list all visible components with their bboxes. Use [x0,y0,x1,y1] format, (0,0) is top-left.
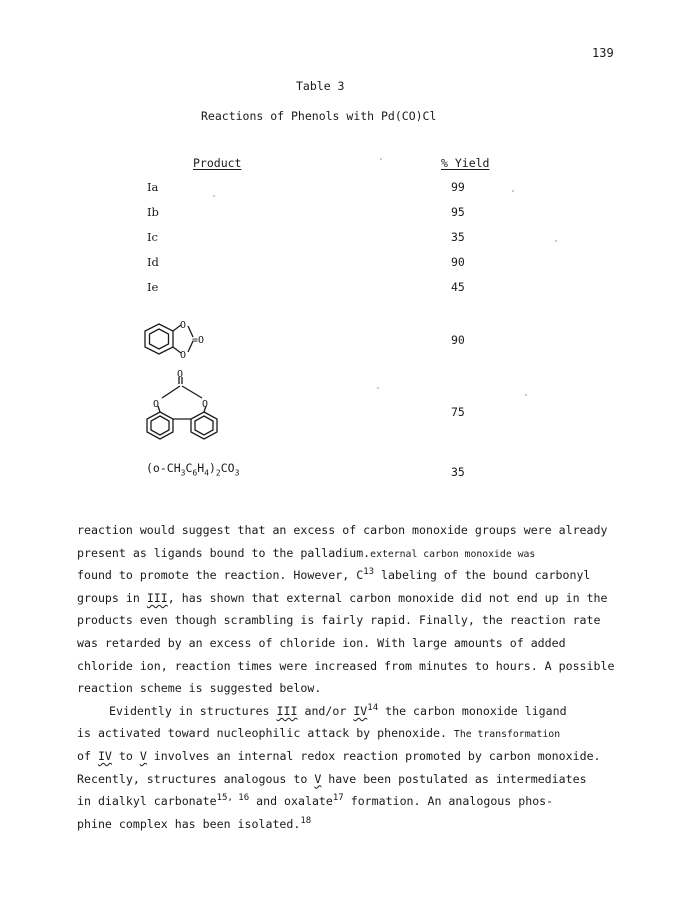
scan-speck [213,195,215,197]
carbonyl-label: =O [192,335,205,346]
text-line: groups in III, has shown that external carbon monoxide did not end up in the [77,590,608,605]
row-yield: 75 [451,405,465,419]
biphenyl-carbonate-structure [140,370,230,442]
row-label: Ic [147,230,158,244]
catechol-carbonate-structure [143,316,223,362]
text-line: products even though scrambling is fairly rapid. Finally, the reaction rate [77,613,601,628]
row-label: Id [147,255,159,269]
table-caption: Reactions of Phenols with Pd(CO)Cl [201,109,437,123]
ring-oxygen-right: O [202,399,209,410]
text-line: of IV to V involves an internal redox reaction promoted by carbon monoxide. [77,748,601,763]
ring-oxygen-top: O [180,320,187,331]
text-line: in dialkyl carbonate$^{15, 16}$ and oxalate$^{17}$ formation. An analogous phos- [77,793,554,809]
text-line: reaction would suggest that an excess of carbon monoxide groups were already [77,523,608,537]
row-yield: 99 [451,180,465,194]
text-line: found to promote the reaction. However, $C^{13}$ labeling of the bound carbonyl [77,567,591,583]
row-yield: 35 [451,230,465,244]
row-yield: 90 [451,333,465,347]
scan-speck [555,240,557,242]
text-line: is activated toward nucleophilic attack by phenoxide. The transformation [77,726,561,741]
row-label: Ib [147,205,159,219]
scan-speck [377,387,379,389]
text-line: reaction scheme is suggested below. [77,681,322,696]
text-line: was retarded by an excess of chloride ion. With large amounts of added [77,635,566,650]
row-label: Ie [147,280,159,294]
text-line: phine complex has been isolated.$^{18}$ [77,815,312,831]
text-line: Recently, structures analogous to V have been postulated as intermediates [77,771,587,786]
column-header-product: Product [193,156,242,170]
ketone-oxygen: O [177,370,184,380]
scan-speck [512,190,514,192]
row-label: Ia [147,180,159,194]
tolyl-carbonate-formula: $(o-CH_3C_6H_4)_2CO_3$ [146,461,240,478]
row-yield: 95 [451,205,465,219]
scan-speck [525,394,527,396]
row-yield: 90 [451,255,465,269]
column-header-yield: % Yield [441,156,490,170]
row-yield: 35 [451,465,465,479]
text-line: present as ligands bound to the palladium.external carbon monoxide was [77,545,536,560]
table-title: Table 3 [296,79,345,93]
text-line: Evidently in structures III and/or IV$^{14}$ the carbon monoxide ligand [109,702,567,718]
text-line: chloride ion, reaction times were increased from minutes to hours. A possible [77,658,615,673]
ring-oxygen-left: O [153,399,160,410]
body-text [77,519,617,835]
ring-oxygen-bottom: O [180,350,187,361]
page-number: 139 [592,46,614,60]
row-yield: 45 [451,280,465,294]
scan-speck [380,158,382,160]
